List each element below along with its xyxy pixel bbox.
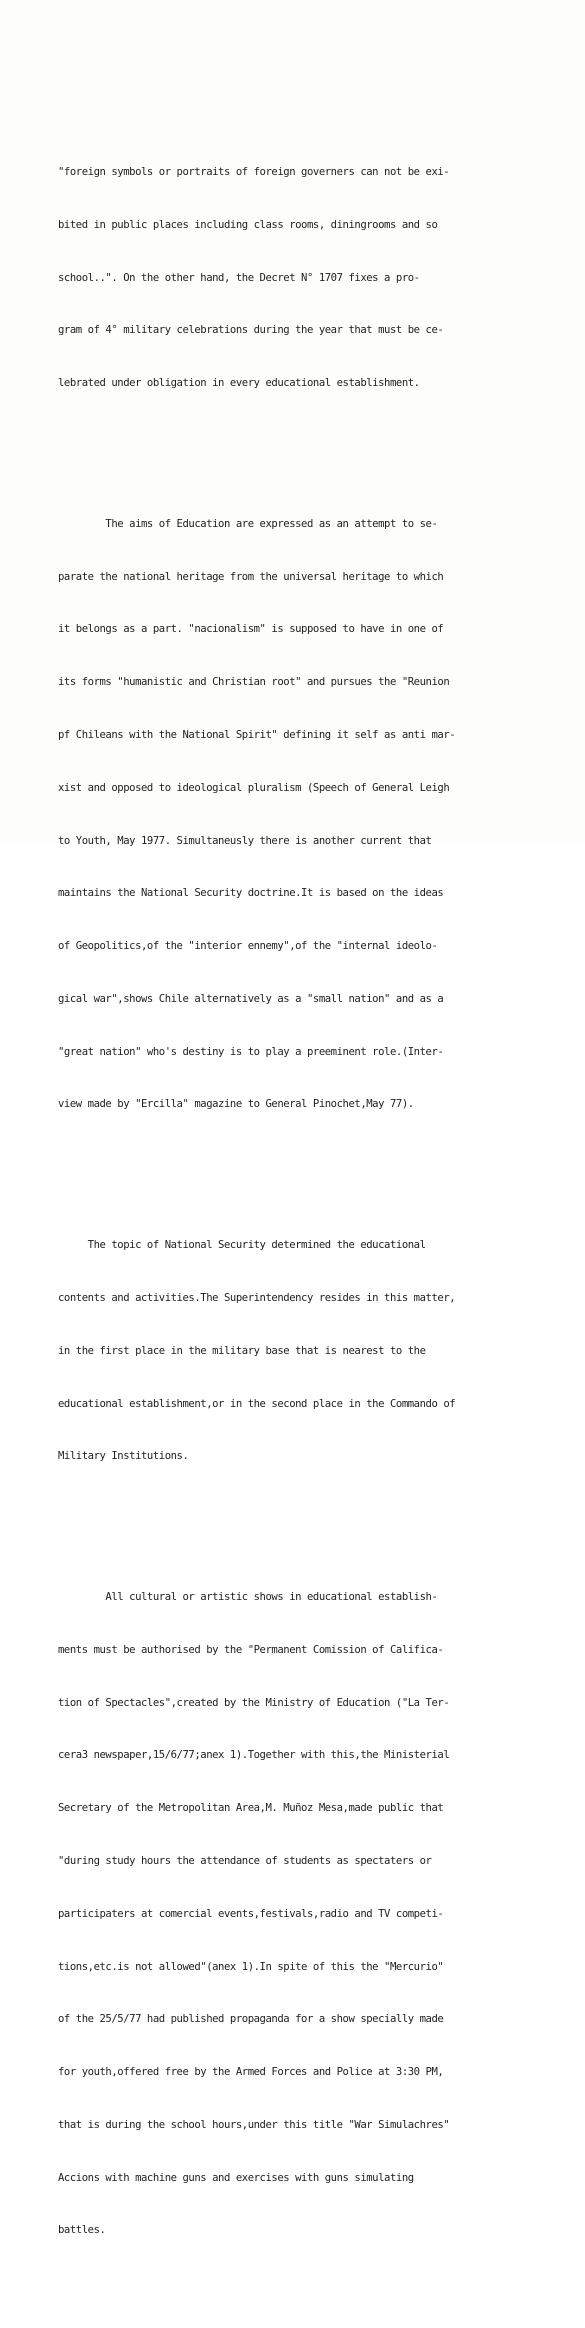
text-line: bited in public places including class rooms, diningrooms and so: [58, 218, 438, 231]
text-line: The topic of National Security determined the educational: [58, 1239, 426, 1252]
text-line: view made by "Ercilla" magazine to General Pinochet,May 77).: [58, 1098, 414, 1111]
paragraph-national-security: [58, 1202, 550, 1501]
text-line: educational establishment,or in the second place in the Commando of: [58, 1397, 456, 1410]
typewritten-text: [58, 76, 550, 2328]
text-line: tion of Spectacles",created by the Ministry of Education ("La Ter-: [58, 1696, 450, 1709]
text-line: contents and activities.The Superintendency resides in this matter,: [58, 1291, 456, 1304]
text-line: tions,etc.is not allowed"(anex 1).In spite of this the "Mercurio": [58, 1960, 444, 1973]
text-line: ments must be authorised by the "Permanent Comission of Califica-: [58, 1643, 444, 1656]
text-line: participaters at comercial events,festivals,radio and TV competi-: [58, 1907, 444, 1920]
text-line: "foreign symbols or portraits of foreign governers can not be exi-: [58, 165, 450, 178]
paragraph-foreign-symbols: [58, 129, 550, 428]
text-line: of Geopolitics,of the "interior ennemy",of the "internal ideolo-: [58, 940, 438, 953]
text-line: it belongs as a part. "nacionalism" is supposed to have in one of: [58, 623, 444, 636]
text-line: All cultural or artistic shows in educational establish-: [58, 1591, 438, 1604]
text-line: Secretary of the Metropolitan Area,M. Muñoz Mesa,made public that: [58, 1802, 444, 1815]
paragraph-aims-of-education: [58, 481, 550, 1150]
text-line: xist and opposed to ideological pluralism (Speech of General Leigh: [58, 781, 450, 794]
text-line: The aims of Education are expressed as an attempt to se-: [58, 517, 438, 530]
text-line: in the first place in the military base that is nearest to the: [58, 1344, 426, 1357]
text-line: gram of 4° military celebrations during the year that must be ce-: [58, 324, 444, 337]
paragraph-cultural-shows: [58, 1554, 550, 2275]
text-line: school..". On the other hand, the Decret N° 1707 fixes a pro-: [58, 271, 420, 284]
text-line: maintains the National Security doctrine.It is based on the ideas: [58, 887, 444, 900]
text-line: parate the national heritage from the universal heritage to which: [58, 570, 444, 583]
text-line: lebrated under obligation in every educational establishment.: [58, 377, 420, 390]
text-line: "during study hours the attendance of students as spectaters or: [58, 1854, 432, 1867]
text-line: cera3 newspaper,15/6/77;anex 1).Together with this,the Ministerial: [58, 1749, 450, 1762]
text-line: that is during the school hours,under this title "War Simulachres": [58, 2118, 450, 2131]
text-line: Military Institutions.: [58, 1450, 189, 1463]
text-line: of the 25/5/77 had published propaganda for a show specially made: [58, 2013, 444, 2026]
text-line: pf Chileans with the National Spirit" defining it self as anti mar-: [58, 728, 456, 741]
text-line: its forms "humanistic and Christian root" and pursues the "Reunion: [58, 676, 450, 689]
text-line: battles.: [58, 2224, 106, 2237]
text-line: for youth,offered free by the Armed Forces and Police at 3:30 PM,: [58, 2066, 444, 2079]
text-line: Accions with machine guns and exercises with guns simulating: [58, 2171, 414, 2184]
text-line: to Youth, May 1977. Simultaneusly there is another current that: [58, 834, 432, 847]
text-line: gical war",shows Chile alternatively as a "small nation" and as a: [58, 992, 444, 1005]
text-line: "great nation" who's destiny is to play a preeminent role.(Inter-: [58, 1045, 444, 1058]
